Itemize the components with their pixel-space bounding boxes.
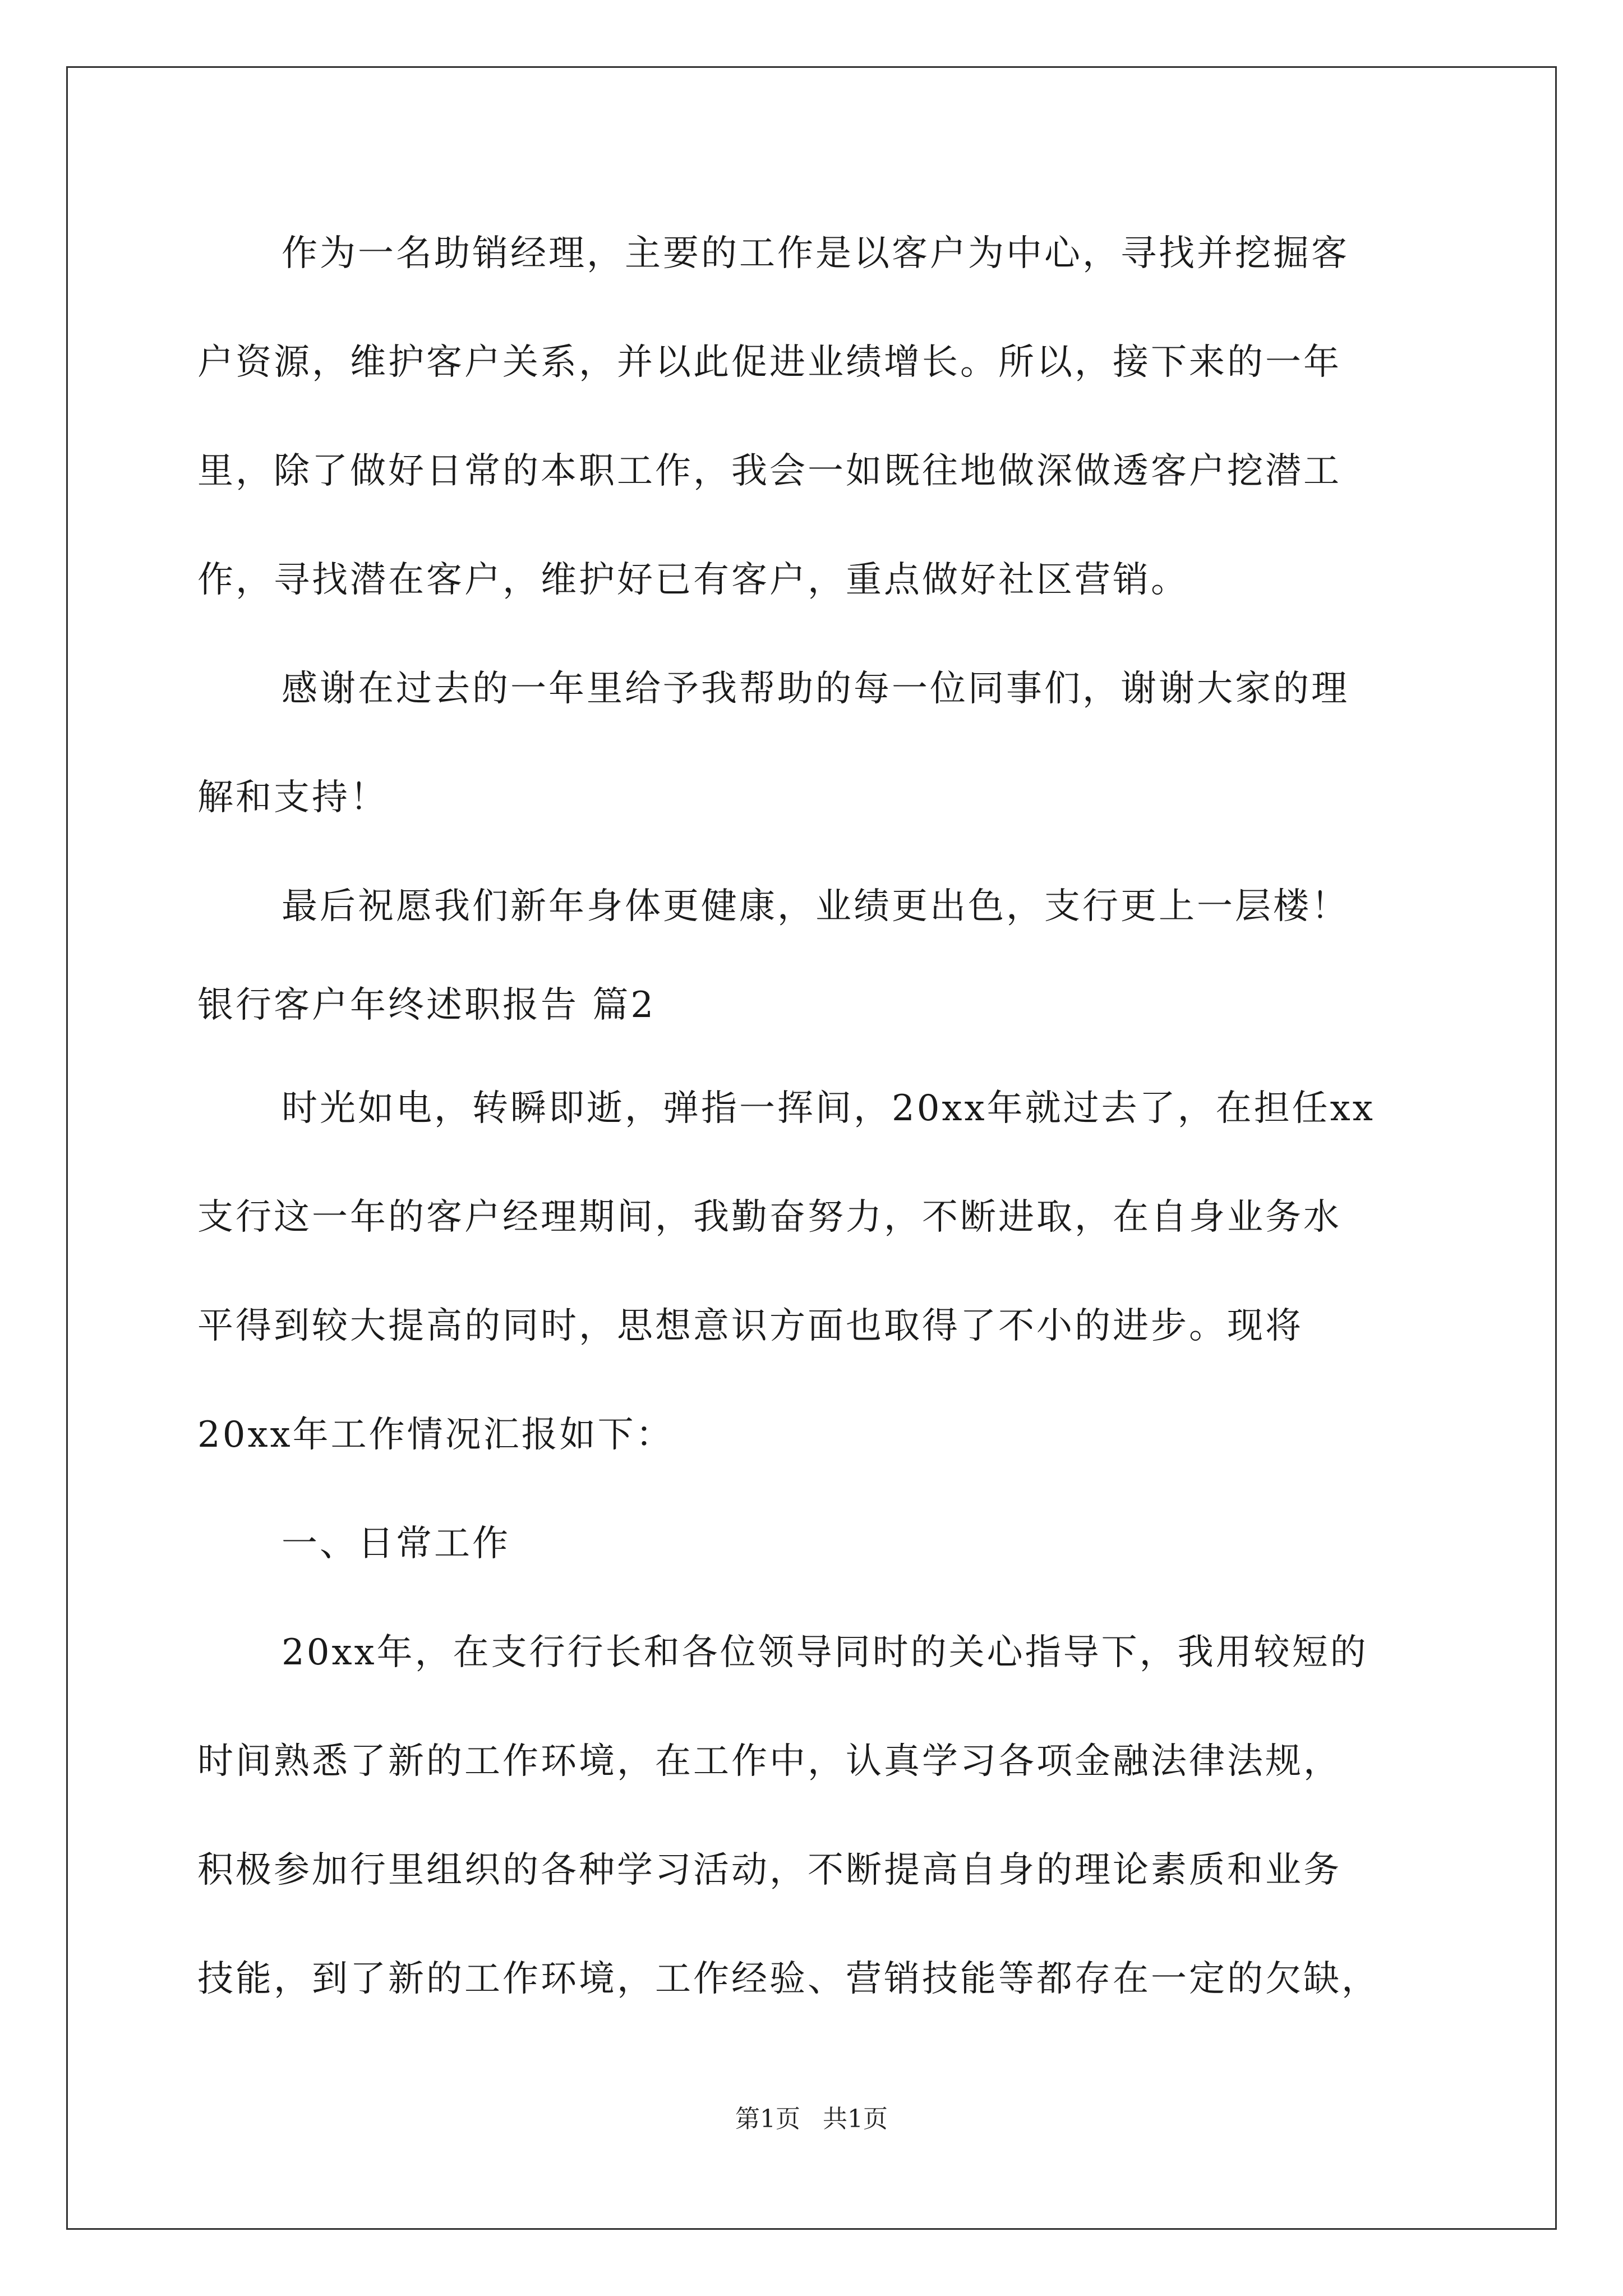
paragraph-line: 20xx年工作情况汇报如下： xyxy=(197,1414,674,1456)
page-border xyxy=(66,66,1557,2230)
paragraph-line: 积极参加行里组织的各种学习活动，不断提高自身的理论素质和业务 xyxy=(197,1849,1341,1891)
paragraph-line: 解和支持！ xyxy=(197,777,388,818)
section-heading: 银行客户年终述职报告 篇2 xyxy=(197,984,656,1026)
paragraph-line: 最后祝愿我们新年身体更健康，业绩更出色，支行更上一层楼！ xyxy=(282,886,1349,927)
paragraph-line: 时光如电，转瞬即逝，弹指一挥间，20xx年就过去了，在担任xx xyxy=(282,1088,1375,1129)
paragraph-line: 户资源，维护客户关系，并以此促进业绩增长。所以，接下来的一年 xyxy=(197,342,1341,383)
page-number-current: 第1页 xyxy=(735,2105,800,2133)
paragraph-line: 20xx年，在支行行长和各位领导同时的关心指导下，我用较短的 xyxy=(282,1632,1368,1673)
paragraph-line: 里，除了做好日常的本职工作，我会一如既往地做深做透客户挖潜工 xyxy=(197,450,1341,492)
paragraph-line: 支行这一年的客户经理期间，我勤奋努力，不断进取，在自身业务水 xyxy=(197,1197,1341,1238)
paragraph-line: 感谢在过去的一年里给予我帮助的每一位同事们，谢谢大家的理 xyxy=(282,668,1349,710)
paragraph-line: 时间熟悉了新的工作环境，在工作中，认真学习各项金融法律法规， xyxy=(197,1741,1341,1782)
paragraph-line: 作为一名助销经理，主要的工作是以客户为中心，寻找并挖掘客 xyxy=(282,233,1349,274)
paragraph-line: 作，寻找潜在客户，维护好已有客户，重点做好社区营销。 xyxy=(197,559,1189,601)
paragraph-line: 技能，到了新的工作环境，工作经验、营销技能等都存在一定的欠缺， xyxy=(197,1958,1380,2000)
page-footer xyxy=(0,2104,1623,2135)
page-number-total: 共1页 xyxy=(823,2105,888,2133)
paragraph-line: 平得到较大提高的同时，思想意识方面也取得了不小的进步。现将 xyxy=(197,1305,1303,1347)
subsection-heading: 一、日常工作 xyxy=(282,1523,510,1565)
